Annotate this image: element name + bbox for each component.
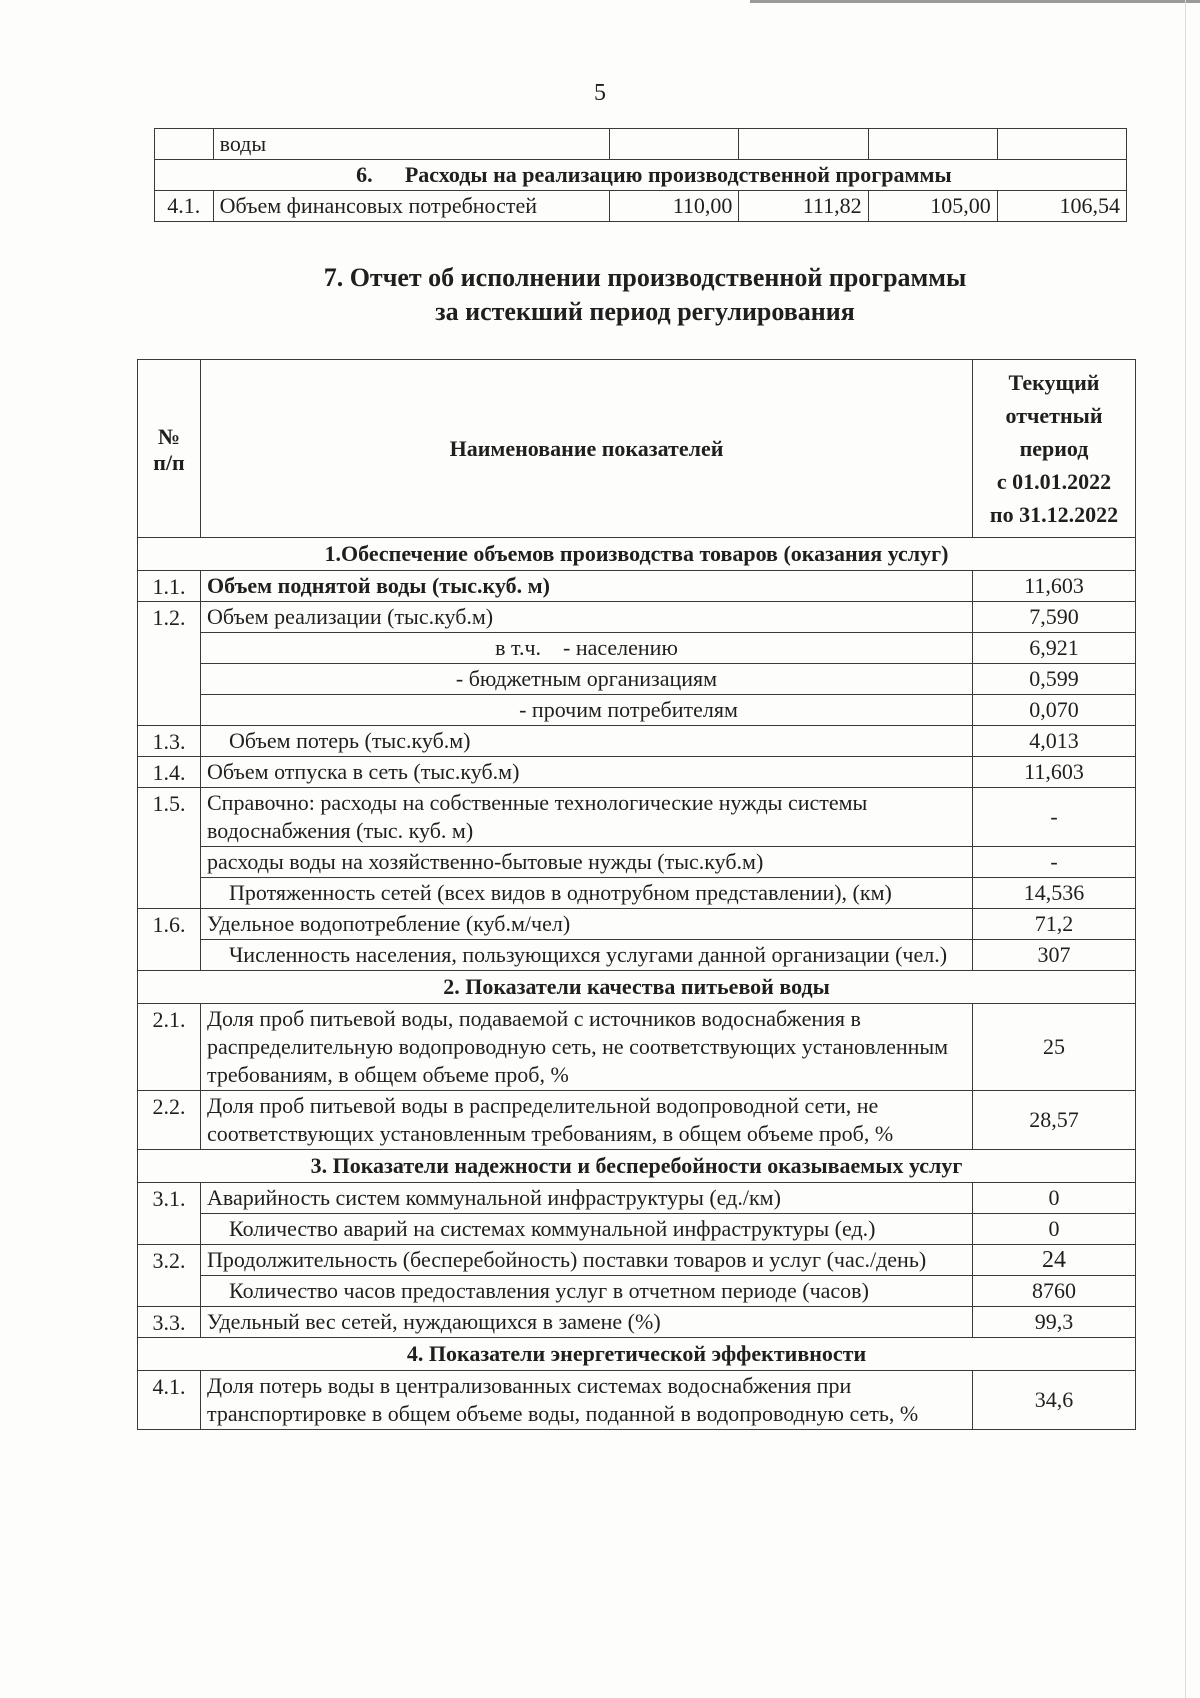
section-row: 3. Показатели надежности и бесперебойности оказываемых услуг xyxy=(138,1150,1136,1183)
table-row: 1.5. Справочно: расходы на собственные технологические нужды системы водоснабжения (тыс. куб. м) - xyxy=(138,788,1136,847)
table-row: 1.2. Объем реализации (тыс.куб.м) 7,590 xyxy=(138,602,1136,633)
table-row: 4.1. Объем финансовых потребностей 110,00 111,82 105,00 106,54 xyxy=(155,191,1127,222)
table-row: - бюджетным организациям 0,599 xyxy=(138,664,1136,695)
section-number: 6. xyxy=(356,162,373,187)
scan-artifact-top xyxy=(750,0,1200,3)
table-row: 3.1. Аварийность систем коммунальной инфраструктуры (ед./км) 0 xyxy=(138,1183,1136,1214)
section-row: 4. Показатели энергетической эффективности xyxy=(138,1338,1136,1371)
previous-section-table xyxy=(154,128,1127,222)
table-row: в т.ч. - населению 6,921 xyxy=(138,633,1136,664)
table-row: Количество часов предоставления услуг в отчетном периоде (часов) 8760 xyxy=(138,1276,1136,1307)
report-heading-line1: 7. Отчет об исполнении производственной программы xyxy=(323,263,967,292)
scan-artifact-edge xyxy=(1185,0,1186,1698)
table-row: Численность населения, пользующихся услугами данной организации (чел.) 307 xyxy=(138,940,1136,971)
table-row: 2.1. Доля проб питьевой воды, подаваемой с источников водоснабжения в распределительную водопроводную сеть, не соответствующих установленным требованиям, в общем объеме проб, % 25 xyxy=(138,1004,1136,1091)
report-heading-line2: за истекший период регулирования xyxy=(435,297,855,326)
header-num: № п/п xyxy=(138,360,201,538)
section-row: 2. Показатели качества питьевой воды xyxy=(138,971,1136,1004)
table-row: 2.2. Доля проб питьевой воды в распределительной водопроводной сети, не соответствующих установленным требованиям, в общем объеме проб, % 28,57 xyxy=(138,1091,1136,1150)
table-row: 1.1. Объем поднятой воды (тыс.куб. м) 11,603 xyxy=(138,571,1136,602)
table-row: расходы воды на хозяйственно-бытовые нужды (тыс.куб.м) - xyxy=(138,847,1136,878)
table-row: Количество аварий на системах коммунальной инфраструктуры (ед.) 0 xyxy=(138,1214,1136,1245)
table-row: 4.1. Доля потерь воды в централизованных системах водоснабжения при транспортировке в общем объеме воды, поданной в водопроводную сеть, % 34,6 xyxy=(138,1371,1136,1430)
section-row xyxy=(155,160,1127,191)
report-table xyxy=(137,359,1136,1430)
table-row: 1.3. Объем потерь (тыс.куб.м) 4,013 xyxy=(138,726,1136,757)
table-row: 1.6. Удельное водопотребление (куб.м/чел) 71,2 xyxy=(138,909,1136,940)
table-header-row xyxy=(138,360,1136,538)
header-name: Наименование показателей xyxy=(201,360,973,538)
table-row: 3.3. Удельный вес сетей, нуждающихся в замене (%) 99,3 xyxy=(138,1307,1136,1338)
table-row: 1.4. Объем отпуска в сеть (тыс.куб.м) 11,603 xyxy=(138,757,1136,788)
table-row: 3.2. Продолжительность (бесперебойность) поставки товаров и услуг (час./день) 24 xyxy=(138,1245,1136,1276)
table-row: воды xyxy=(155,129,1127,160)
section-title: Расходы на реализацию производственной программы xyxy=(404,162,952,187)
header-period: Текущий отчетный период с 01.01.2022 по 31.12.2022 xyxy=(973,360,1136,538)
page-number: 5 xyxy=(594,80,606,106)
section-row: 1.Обеспечение объемов производства товаров (оказания услуг) xyxy=(138,538,1136,571)
table-row: - прочим потребителям 0,070 xyxy=(138,695,1136,726)
table-row: Протяженность сетей (всех видов в однотрубном представлении), (км) 14,536 xyxy=(138,878,1136,909)
